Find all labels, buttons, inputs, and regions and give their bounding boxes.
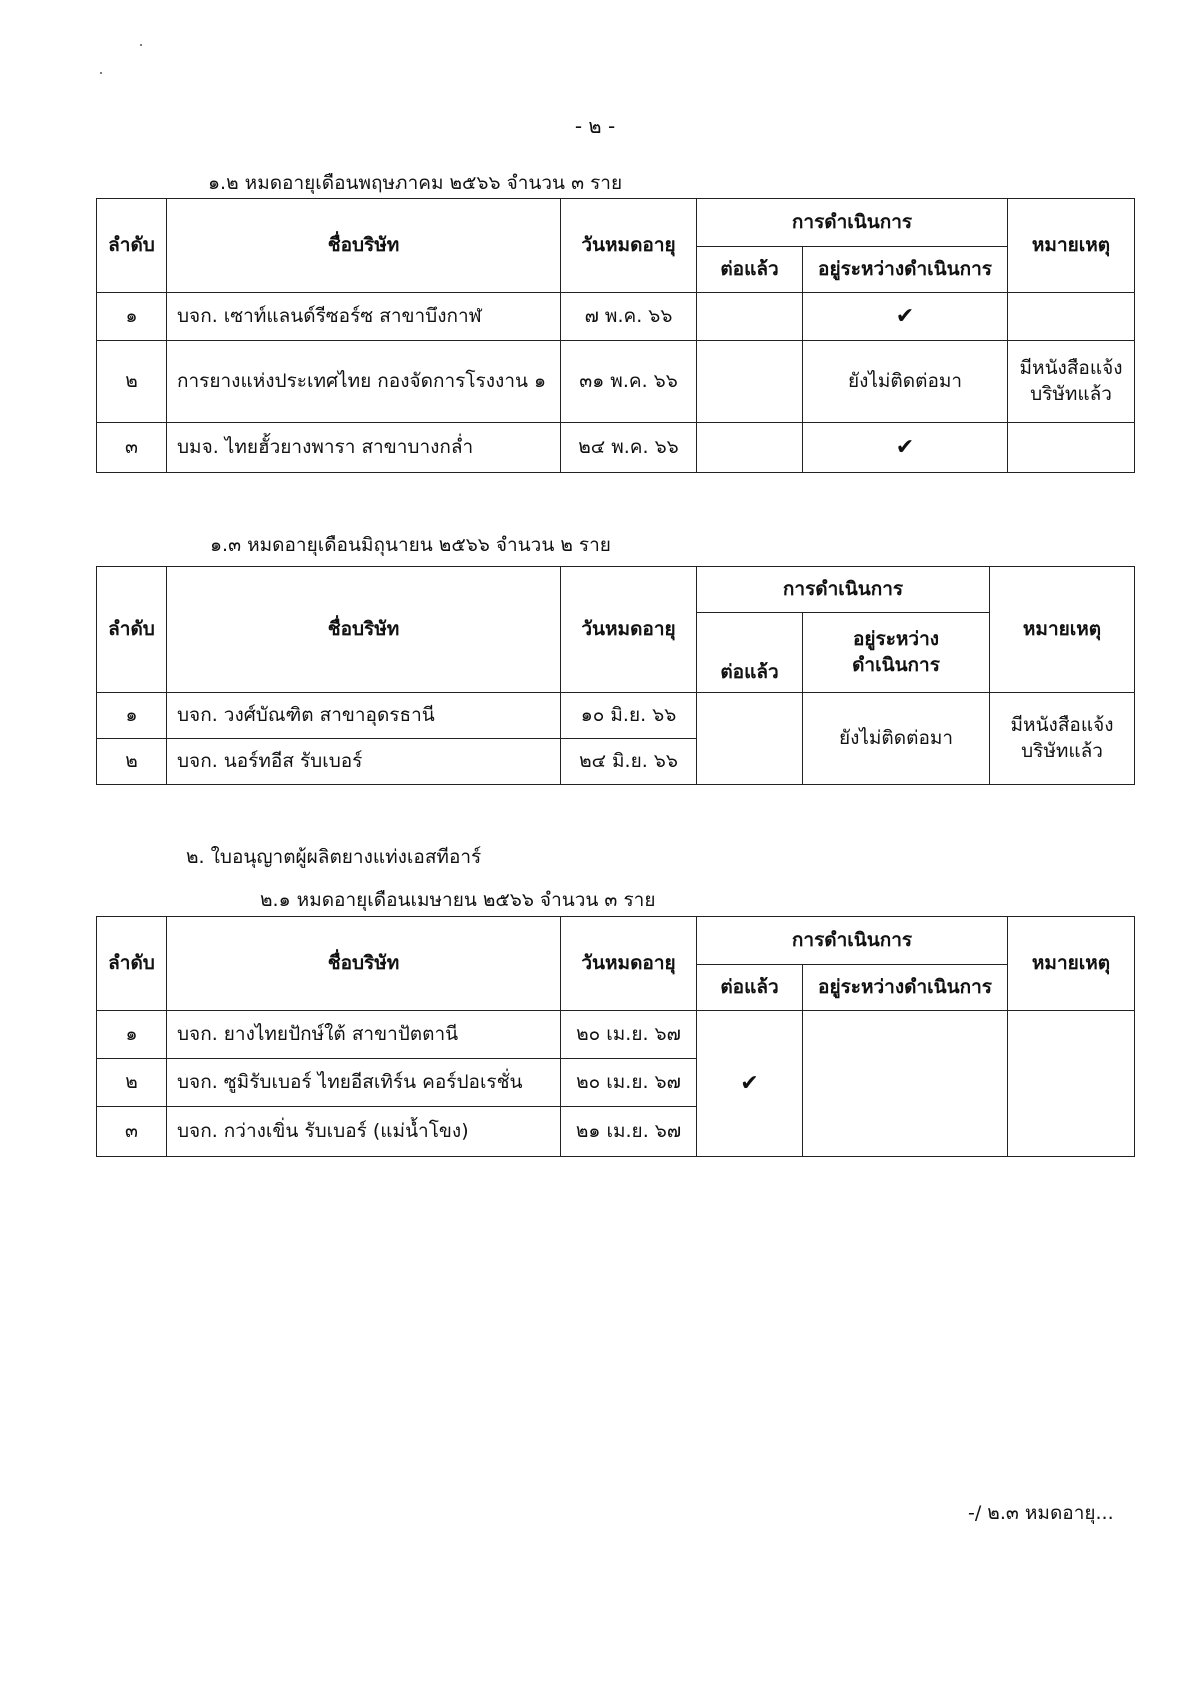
header-remark: หมายเหตุ [1008,199,1135,293]
header-action: การดำเนินการ [697,199,1008,247]
table-row [97,693,1135,739]
header-company: ชื่อบริษัท [167,199,561,293]
company-name: บจก. นอร์ทอีส รับเบอร์ [167,739,561,785]
header-action: การดำเนินการ [697,917,1008,965]
expiry-date: ๒๔ พ.ค. ๖๖ [561,423,697,473]
header-remark: หมายเหตุ [1008,917,1135,1011]
expiry-date: ๒๑ เม.ย. ๖๗ [561,1107,697,1157]
table-row [97,1011,1135,1059]
row-number: ๓ [97,1107,167,1157]
company-name: บจก. กว่างเขิ่น รับเบอร์ (แม่น้ำโขง) [167,1107,561,1157]
header-in-progress: อยู่ระหว่างดำเนินการ [803,247,1008,293]
renewed-cell [697,293,803,341]
page-number: - ๒ - [574,114,616,138]
header-order: ลำดับ [97,199,167,293]
expiry-date: ๓๑ พ.ค. ๖๖ [561,341,697,423]
continuation-note: -/ ๒.๓ หมดอายุ... [968,1502,1114,1524]
row-number: ๒ [97,341,167,423]
row-number: ๒ [97,739,167,785]
in-progress-status: ยังไม่ติดต่อมา [803,693,990,785]
table-row [97,341,1135,423]
header-remark: หมายเหตุ [990,567,1135,693]
check-mark-icon: ✔ [697,1011,803,1157]
remark-line-1: มีหนังสือแจ้ง [1019,356,1123,379]
in-progress-cell [803,1011,1008,1157]
remark-cell [1008,341,1135,423]
header-action: การดำเนินการ [697,567,990,613]
table-row [97,423,1135,473]
header-in-progress: อยู่ระหว่างดำเนินการ [803,965,1008,1011]
renewed-cell [697,423,803,473]
header-in-progress-line-1: อยู่ระหว่าง [852,627,940,650]
header-in-progress-line-2: ดำเนินการ [852,653,940,676]
remark-cell [1008,1011,1135,1157]
remark-cell [1008,423,1135,473]
row-number: ๒ [97,1059,167,1107]
check-mark-icon: ✔ [803,423,1008,473]
remark-line-1: มีหนังสือแจ้ง [1010,713,1114,736]
header-in-progress [803,613,990,693]
remark-line-2: บริษัทแล้ว [1021,739,1103,762]
header-renewed: ต่อแล้ว [697,613,803,693]
remark-cell [990,693,1135,785]
header-company: ชื่อบริษัท [167,917,561,1011]
company-name: บมจ. ไทยฮั้วยางพารา สาขาบางกล่ำ [167,423,561,473]
company-name: บจก. วงศ์บัณฑิต สาขาอุดรธานี [167,693,561,739]
table-section-2-1 [96,916,1135,1157]
table-row [97,293,1135,341]
scan-speck [100,72,102,74]
header-renewed: ต่อแล้ว [697,247,803,293]
row-number: ๓ [97,423,167,473]
renewed-cell [697,341,803,423]
expiry-date: ๒๔ มิ.ย. ๖๖ [561,739,697,785]
header-order: ลำดับ [97,567,167,693]
table-section-1-3 [96,566,1135,785]
scan-speck [140,44,142,46]
expiry-date: ๒๐ เม.ย. ๖๗ [561,1011,697,1059]
remark-line-2: บริษัทแล้ว [1030,382,1112,405]
row-number: ๑ [97,293,167,341]
company-name: บจก. ยางไทยปักษ์ใต้ สาขาปัตตานี [167,1011,561,1059]
table-section-1-2 [96,198,1135,473]
remark-cell [1008,293,1135,341]
in-progress-status: ยังไม่ติดต่อมา [803,341,1008,423]
section-2-heading: ๒. ใบอนุญาตผู้ผลิตยางแท่งเอสทีอาร์ [186,846,482,868]
expiry-date: ๑๐ มิ.ย. ๖๖ [561,693,697,739]
expiry-date: ๒๐ เม.ย. ๖๗ [561,1059,697,1107]
header-company: ชื่อบริษัท [167,567,561,693]
header-expiry: วันหมดอายุ [561,917,697,1011]
check-mark-icon: ✔ [803,293,1008,341]
section-1-3-heading: ๑.๓ หมดอายุเดือนมิถุนายน ๒๕๖๖ จำนวน ๒ ราย [210,534,611,556]
section-2-1-heading: ๒.๑ หมดอายุเดือนเมษายน ๒๕๖๖ จำนวน ๓ ราย [260,889,656,911]
header-renewed: ต่อแล้ว [697,965,803,1011]
row-number: ๑ [97,693,167,739]
section-1-2-heading: ๑.๒ หมดอายุเดือนพฤษภาคม ๒๕๖๖ จำนวน ๓ ราย [208,172,623,194]
header-expiry: วันหมดอายุ [561,567,697,693]
company-name: บจก. เซาท์แลนด์รีซอร์ซ สาขาบึงกาฬ [167,293,561,341]
header-order: ลำดับ [97,917,167,1011]
row-number: ๑ [97,1011,167,1059]
company-name: บจก. ซูมิรับเบอร์ ไทยอีสเทิร์น คอร์ปอเรชั่น [167,1059,561,1107]
header-expiry: วันหมดอายุ [561,199,697,293]
renewed-cell [697,693,803,785]
company-name: การยางแห่งประเทศไทย กองจัดการโรงงาน ๑ [167,341,561,423]
expiry-date: ๗ พ.ค. ๖๖ [561,293,697,341]
